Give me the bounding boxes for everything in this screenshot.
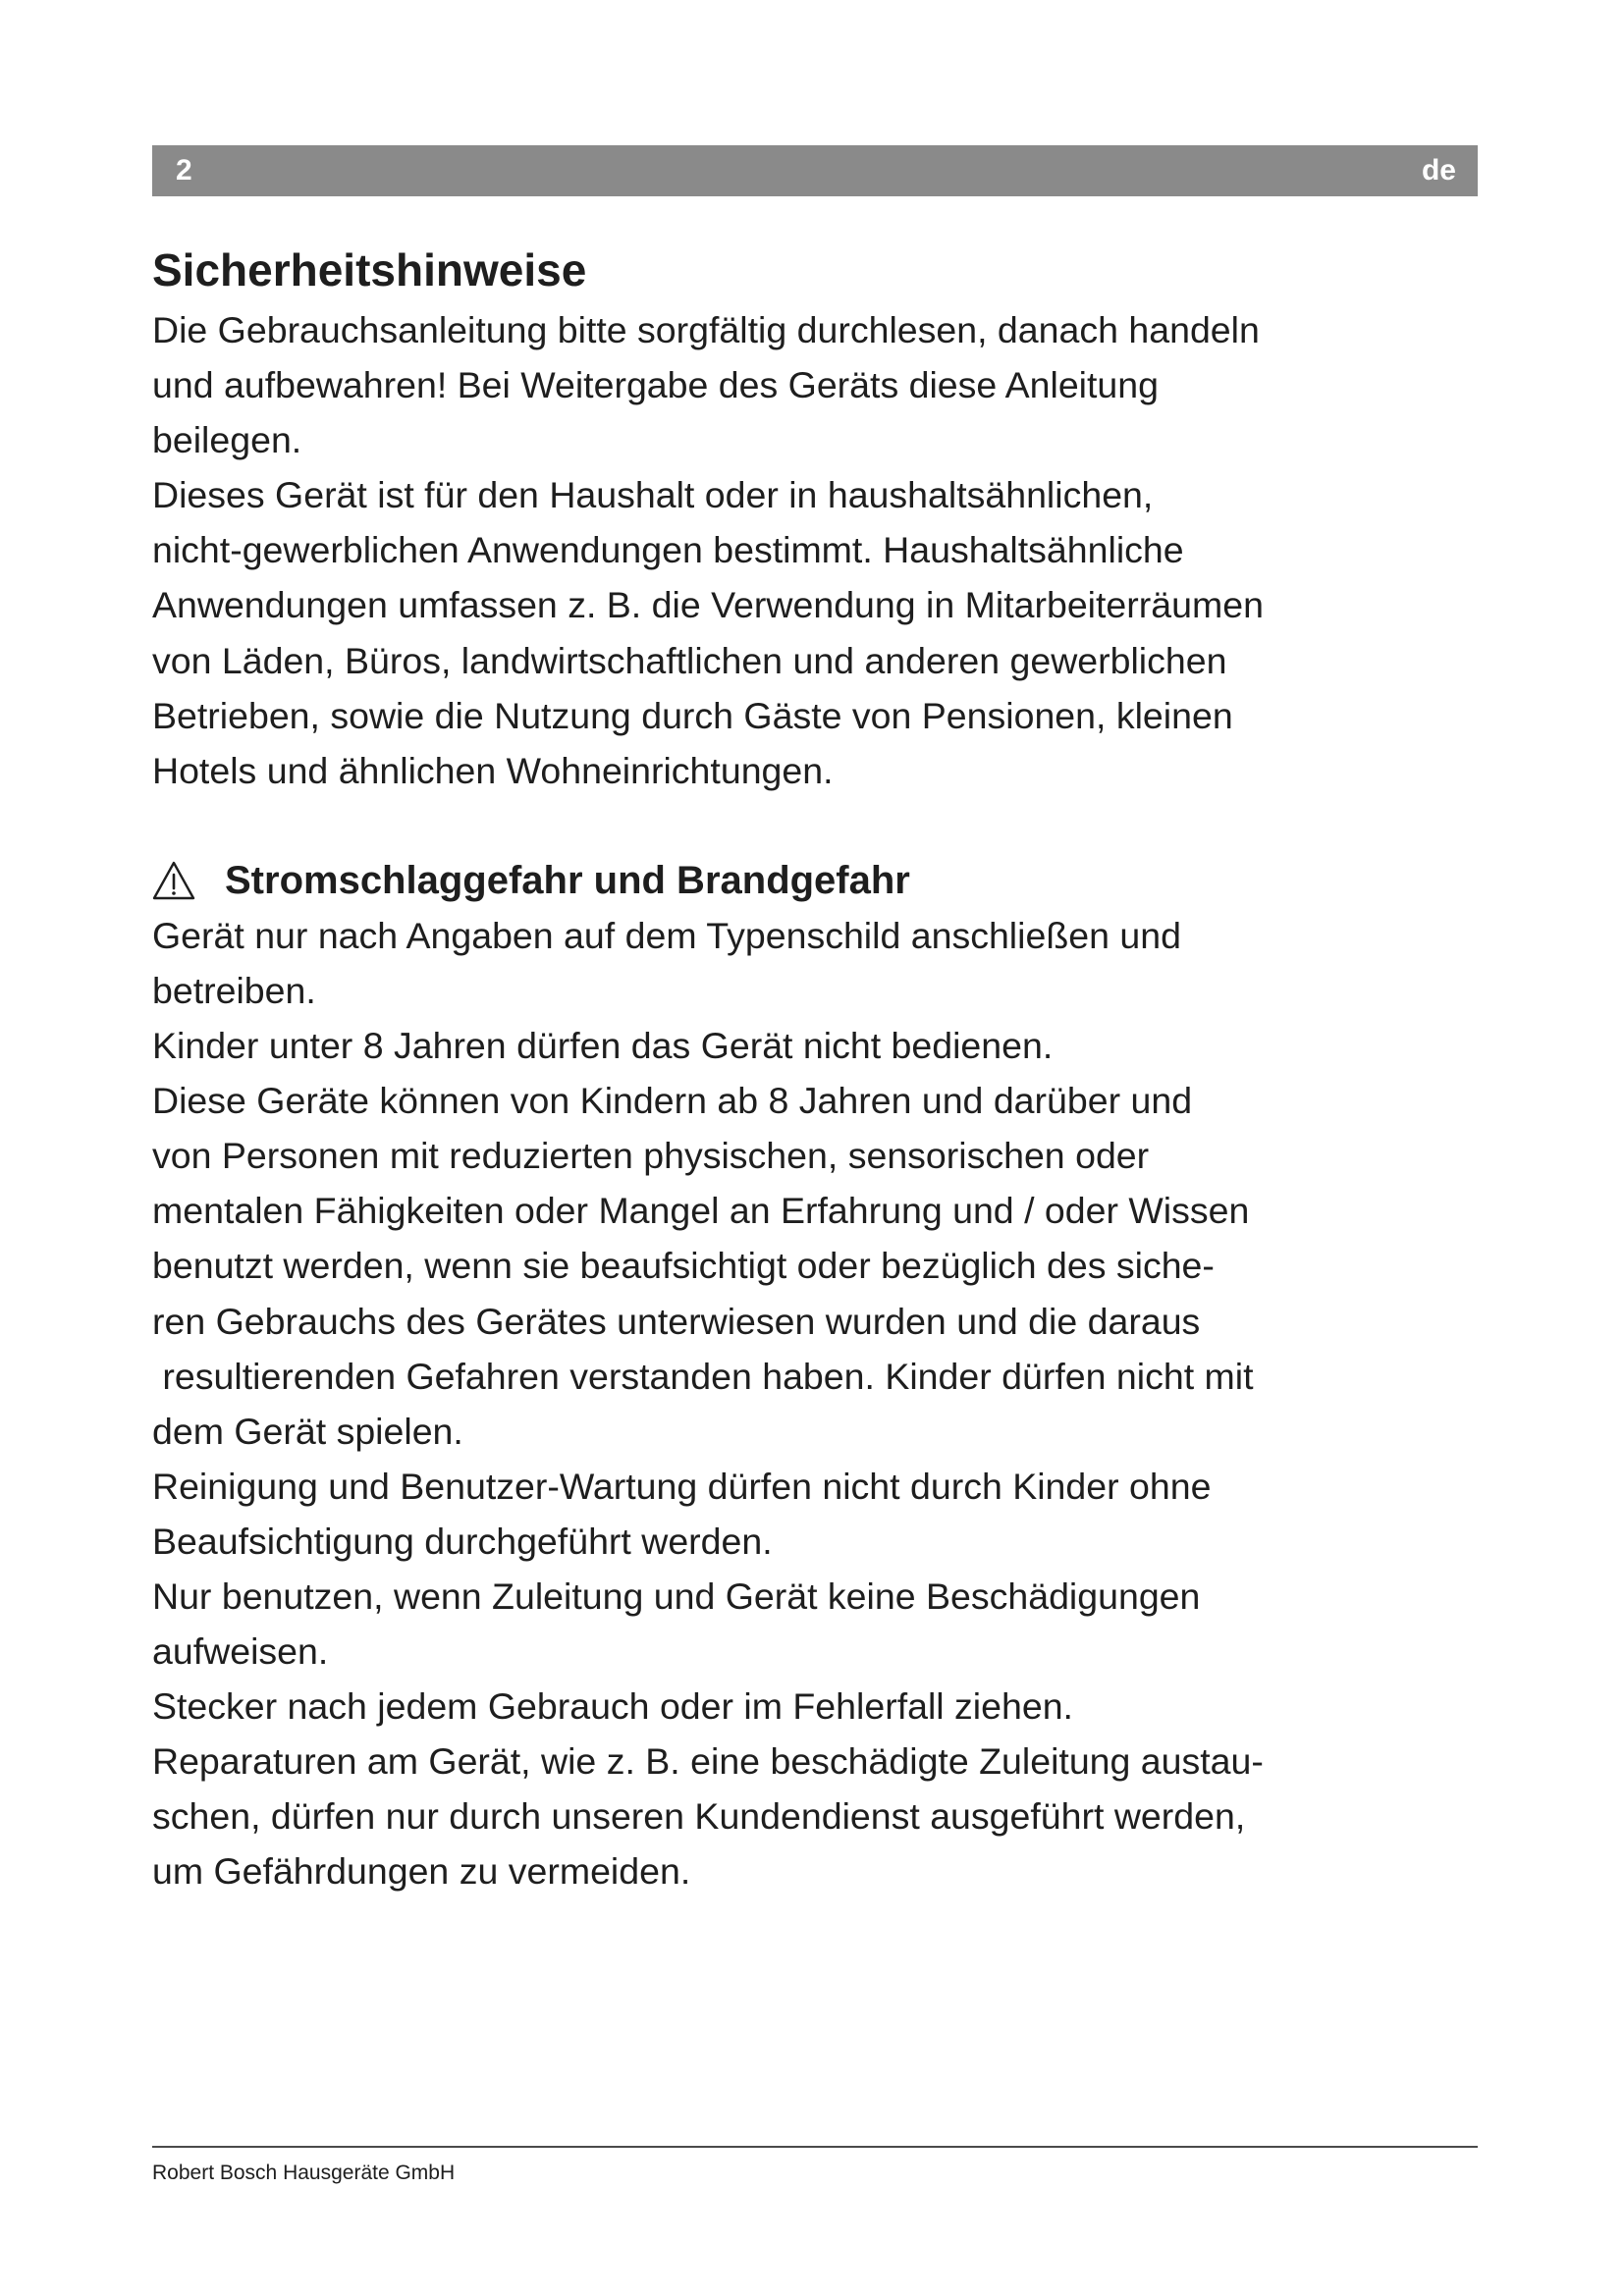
warning-title: Stromschlaggefahr und Brandgefahr (225, 858, 910, 902)
warning-line: dem Gerät spielen. (152, 1410, 463, 1452)
warning-line: resultierenden Gefahren verstanden haben. Kinder dürfen nicht mit (152, 1355, 1254, 1397)
warning-line: um Gefährdungen zu vermeiden. (152, 1850, 691, 1893)
intro-line: Hotels und ähnlichen Wohneinrichtungen. (152, 749, 834, 791)
warning-line: Nur benutzen, wenn Zuleitung und Gerät keine Beschädigungen (152, 1575, 1201, 1617)
warning-line: schen, dürfen nur durch unseren Kundendienst ausgeführt werden, (152, 1795, 1246, 1838)
warning-line: mentalen Fähigkeiten oder Mangel an Erfahrung und / oder Wissen (152, 1190, 1250, 1232)
warning-line: von Personen mit reduzierten physischen, sensorischen oder (152, 1135, 1150, 1177)
warning-line: Reinigung und Benutzer-Wartung dürfen nicht durch Kinder ohne (152, 1465, 1212, 1507)
intro-line: von Läden, Büros, landwirtschaftlichen und anderen gewerblichen (152, 639, 1227, 681)
warning-heading (152, 853, 1497, 908)
page-header-bar (152, 145, 1478, 196)
warning-line: Gerät nur nach Angaben auf dem Typenschild anschließen und (152, 914, 1181, 956)
intro-paragraph (152, 302, 1497, 798)
language-code: de (1421, 154, 1456, 187)
intro-line: Die Gebrauchsanleitung bitte sorgfältig durchlesen, danach handeln (152, 309, 1260, 350)
intro-line: und aufbewahren! Bei Weitergabe des Geräts diese Anleitung (152, 364, 1159, 406)
warning-line: ren Gebrauchs des Gerätes unterwiesen wurden und die daraus (152, 1300, 1201, 1342)
intro-line: beilegen. (152, 419, 302, 461)
intro-line: Dieses Gerät ist für den Haushalt oder in haushaltsähnlichen, (152, 474, 1154, 516)
page-number: 2 (176, 154, 192, 187)
warning-line: Beaufsichtigung durchgeführt werden. (152, 1520, 773, 1562)
document-content (152, 236, 1497, 1899)
intro-line: Anwendungen umfassen z. B. die Verwendung in Mitarbeiterräumen (152, 584, 1264, 626)
warning-line: betreiben. (152, 969, 316, 1011)
intro-line: Betrieben, sowie die Nutzung durch Gäste von Pensionen, kleinen (152, 694, 1233, 736)
warning-line: Diese Geräte können von Kindern ab 8 Jahren und darüber und (152, 1080, 1193, 1122)
section-title: Sicherheitshinweise (152, 244, 587, 295)
section-spacer (152, 798, 1497, 853)
warning-line: Reparaturen am Gerät, wie z. B. eine beschädigte Zuleitung austau- (152, 1740, 1264, 1783)
warning-triangle-icon (152, 861, 195, 900)
footer-company: Robert Bosch Hausgeräte GmbH (152, 2162, 456, 2184)
warning-paragraph (152, 908, 1497, 1899)
footer-divider (152, 2146, 1478, 2148)
warning-line: aufweisen. (152, 1630, 329, 1673)
warning-line: benutzt werden, wenn sie beaufsichtigt oder bezüglich des siche- (152, 1245, 1215, 1287)
warning-line: Kinder unter 8 Jahren dürfen das Gerät nicht bedienen. (152, 1025, 1054, 1067)
warning-line: Stecker nach jedem Gebrauch oder im Fehlerfall ziehen. (152, 1685, 1073, 1728)
intro-line: nicht-gewerblichen Anwendungen bestimmt. Haushaltsähnliche (152, 529, 1184, 571)
